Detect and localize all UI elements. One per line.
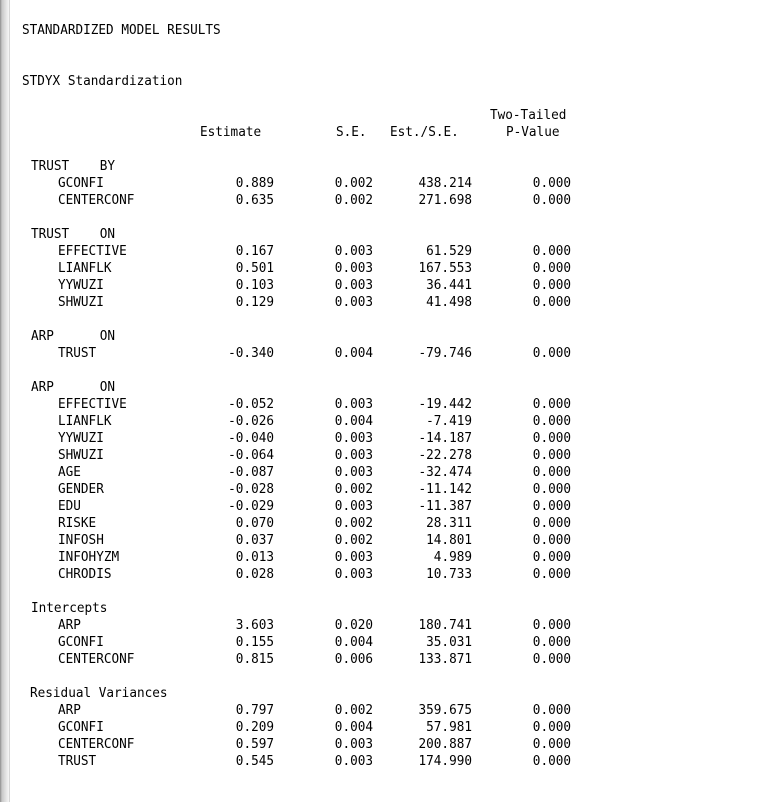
cell-ratio: 271.698 [418,192,472,208]
cell-ratio: 36.441 [426,277,472,293]
row-label: EFFECTIVE [58,396,127,412]
col-header-se: S.E. [336,124,367,140]
cell-est: 0.167 [235,243,274,259]
cell-est: 0.815 [235,651,274,667]
cell-p: 0.000 [532,277,571,293]
row-label: CENTERCONF [58,192,135,208]
cell-est: 0.545 [235,753,274,769]
cell-ratio: 180.741 [418,617,472,633]
cell-p: 0.000 [532,192,571,208]
cell-ratio: 359.675 [418,702,472,718]
row-label: EDU [58,498,81,514]
cell-p: 0.000 [532,736,571,752]
cell-ratio: -79.746 [418,345,472,361]
cell-se: 0.003 [334,396,373,412]
cell-ratio: 200.887 [418,736,472,752]
cell-se: 0.020 [334,617,373,633]
row-label: CHRODIS [58,566,112,582]
cell-est: -0.026 [228,413,274,429]
cell-se: 0.003 [334,464,373,480]
cell-p: 0.000 [532,566,571,582]
cell-est: -0.340 [228,345,274,361]
cell-se: 0.002 [334,192,373,208]
row-label: GCONFI [58,634,104,650]
cell-est: 0.209 [235,719,274,735]
cell-est: 0.129 [235,294,274,310]
cell-est: 0.028 [235,566,274,582]
row-label: LIANFLK [58,413,112,429]
cell-est: -0.040 [228,430,274,446]
cell-ratio: 174.990 [418,753,472,769]
cell-est: 0.797 [235,702,274,718]
row-label: TRUST [58,753,97,769]
cell-ratio: -11.142 [418,481,472,497]
cell-p: 0.000 [532,651,571,667]
cell-ratio: -19.442 [418,396,472,412]
cell-p: 0.000 [532,260,571,276]
cell-est: 0.597 [235,736,274,752]
cell-se: 0.002 [334,702,373,718]
row-label: ARP [58,617,81,633]
cell-p: 0.000 [532,345,571,361]
row-label: GENDER [58,481,104,497]
cell-est: 3.603 [235,617,274,633]
row-label: LIANFLK [58,260,112,276]
cell-se: 0.003 [334,753,373,769]
cell-ratio: 41.498 [426,294,472,310]
cell-ratio: 167.553 [418,260,472,276]
cell-p: 0.000 [532,430,571,446]
cell-se: 0.003 [334,260,373,276]
cell-est: -0.028 [228,481,274,497]
row-label: YYWUZI [58,430,104,446]
cell-est: 0.070 [235,515,274,531]
row-label: INFOSH [58,532,104,548]
row-label: ARP [58,702,81,718]
cell-se: 0.006 [334,651,373,667]
cell-se: 0.002 [334,481,373,497]
page-title: STANDARDIZED MODEL RESULTS [22,22,221,38]
cell-se: 0.003 [334,430,373,446]
row-label: CENTERCONF [58,651,135,667]
cell-p: 0.000 [532,294,571,310]
row-label: INFOHYZM [58,549,120,565]
cell-p: 0.000 [532,702,571,718]
cell-ratio: -11.387 [418,498,472,514]
cell-ratio: 133.871 [418,651,472,667]
cell-est: -0.087 [228,464,274,480]
row-label: SHWUZI [58,294,104,310]
cell-se: 0.004 [334,719,373,735]
cell-se: 0.003 [334,447,373,463]
section-heading: TRUST ON [31,226,116,242]
cell-p: 0.000 [532,413,571,429]
cell-se: 0.004 [334,634,373,650]
cell-se: 0.003 [334,277,373,293]
cell-ratio: 61.529 [426,243,472,259]
cell-se: 0.003 [334,498,373,514]
cell-p: 0.000 [532,447,571,463]
cell-p: 0.000 [532,634,571,650]
section-heading: ARP ON [31,328,116,344]
cell-ratio: -14.187 [418,430,472,446]
cell-est: 0.037 [235,532,274,548]
cell-p: 0.000 [532,719,571,735]
cell-p: 0.000 [532,515,571,531]
col-header-est-se: Est./S.E. [390,124,459,140]
row-label: GCONFI [58,175,104,191]
cell-se: 0.003 [334,566,373,582]
cell-p: 0.000 [532,532,571,548]
cell-se: 0.004 [334,413,373,429]
cell-est: 0.013 [235,549,274,565]
row-label: CENTERCONF [58,736,135,752]
row-label: SHWUZI [58,447,104,463]
cell-ratio: 57.981 [426,719,472,735]
cell-se: 0.002 [334,175,373,191]
cell-p: 0.000 [532,617,571,633]
cell-se: 0.002 [334,515,373,531]
cell-p: 0.000 [532,464,571,480]
page-subtitle: STDYX Standardization [22,73,183,89]
cell-est: 0.155 [235,634,274,650]
cell-p: 0.000 [532,175,571,191]
section-heading: TRUST BY [31,158,116,174]
cell-ratio: 10.733 [426,566,472,582]
cell-est: -0.029 [228,498,274,514]
section-heading: ARP ON [31,379,116,395]
cell-ratio: 14.801 [426,532,472,548]
section-heading: Residual Variances [30,685,168,701]
cell-p: 0.000 [532,481,571,497]
cell-ratio: 438.214 [418,175,472,191]
section-heading: Intercepts [31,600,108,616]
cell-est: 0.635 [235,192,274,208]
cell-ratio: -22.278 [418,447,472,463]
col-header-pvalue-line2: P-Value [506,124,560,140]
col-header-estimate: Estimate [200,124,262,140]
cell-p: 0.000 [532,549,571,565]
row-label: TRUST [58,345,97,361]
cell-ratio: -7.419 [426,413,472,429]
cell-p: 0.000 [532,498,571,514]
left-scroll-gutter [0,0,10,802]
cell-se: 0.003 [334,736,373,752]
cell-est: 0.501 [235,260,274,276]
cell-ratio: 28.311 [426,515,472,531]
cell-est: -0.064 [228,447,274,463]
row-label: EFFECTIVE [58,243,127,259]
cell-ratio: 35.031 [426,634,472,650]
cell-se: 0.003 [334,549,373,565]
row-label: AGE [58,464,81,480]
cell-se: 0.003 [334,294,373,310]
cell-se: 0.004 [334,345,373,361]
col-header-pvalue-line1: Two-Tailed [490,107,567,123]
row-label: YYWUZI [58,277,104,293]
cell-p: 0.000 [532,243,571,259]
cell-p: 0.000 [532,396,571,412]
row-label: GCONFI [58,719,104,735]
cell-est: -0.052 [228,396,274,412]
cell-se: 0.002 [334,532,373,548]
cell-ratio: -32.474 [418,464,472,480]
cell-ratio: 4.989 [433,549,472,565]
cell-est: 0.889 [235,175,274,191]
cell-p: 0.000 [532,753,571,769]
cell-se: 0.003 [334,243,373,259]
row-label: RISKE [58,515,97,531]
cell-est: 0.103 [235,277,274,293]
